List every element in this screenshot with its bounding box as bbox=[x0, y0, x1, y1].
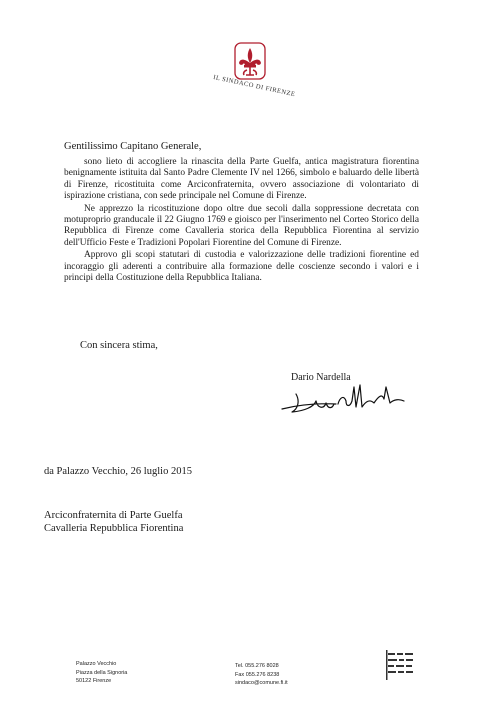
closing: Con sincera stima, bbox=[80, 340, 158, 351]
footer-contacts bbox=[235, 662, 288, 688]
footer-address bbox=[76, 660, 127, 686]
date-line: da Palazzo Vecchio, 26 luglio 2015 bbox=[44, 466, 192, 477]
footer-email: sindaco@comune.fi.it bbox=[235, 680, 288, 686]
paragraph-1: sono lieto di accogliere la rinascita della Parte Guelfa, antica magistratura fiorentina benignamente istituita dal Santo Padre Clemente IV nel 1266, simbolo e baluardo delle libertà di Firenze, ricostituita come Arciconfraternita, ovvero associazione di volontariato di ispirazione cristiana, con sede principale nel Comune di Firenze. bbox=[64, 157, 419, 202]
letter-body bbox=[64, 157, 419, 285]
footer-address-line-2: Piazza della Signoria bbox=[76, 669, 128, 676]
handwritten-signature bbox=[278, 379, 408, 419]
certification-stamp-icon bbox=[386, 650, 416, 680]
footer-address-line-1: Palazzo Vecchio bbox=[76, 661, 117, 667]
footer-fax: Fax 055.276 8238 bbox=[235, 671, 280, 678]
mayor-title: IL SINDACO DI FIRENZE bbox=[212, 74, 296, 99]
paragraph-2: Ne apprezzo la ricostituzione dopo oltre due secoli dalla soppressione decretata con motuproprio granducale il 22 Giugno 1769 e gioisco per l'inserimento nel Corteo Storico della Repubblica di Firenze come Cavalleria storica della Repubblica Fiorentina al servizio dell'Ufficio Feste e Tradizioni Popolari Fiorentine del Comune di Firenze. bbox=[64, 203, 419, 248]
footer-address-line-3: 50122 Firenze bbox=[76, 678, 112, 684]
paragraph-3: Approvo gli scopi statutari di custodia e valorizzazione delle tradizioni fiorentine ed incoraggio gli aderenti a contribuire alla formazione delle coscienze secondo i valori e i principi della Costituzione della Repubblica Italiana. bbox=[64, 250, 419, 284]
recipient-block bbox=[44, 509, 183, 535]
recipient-line-1: Arciconfraternita di Parte Guelfa bbox=[44, 510, 183, 521]
footer-phone: Tel. 055.276 8028 bbox=[235, 663, 279, 669]
signer-name: Dario Nardella bbox=[291, 372, 351, 383]
salutation: Gentilissimo Capitano Generale, bbox=[64, 141, 202, 152]
recipient-line-2: Cavalleria Repubblica Fiorentina bbox=[44, 523, 184, 534]
